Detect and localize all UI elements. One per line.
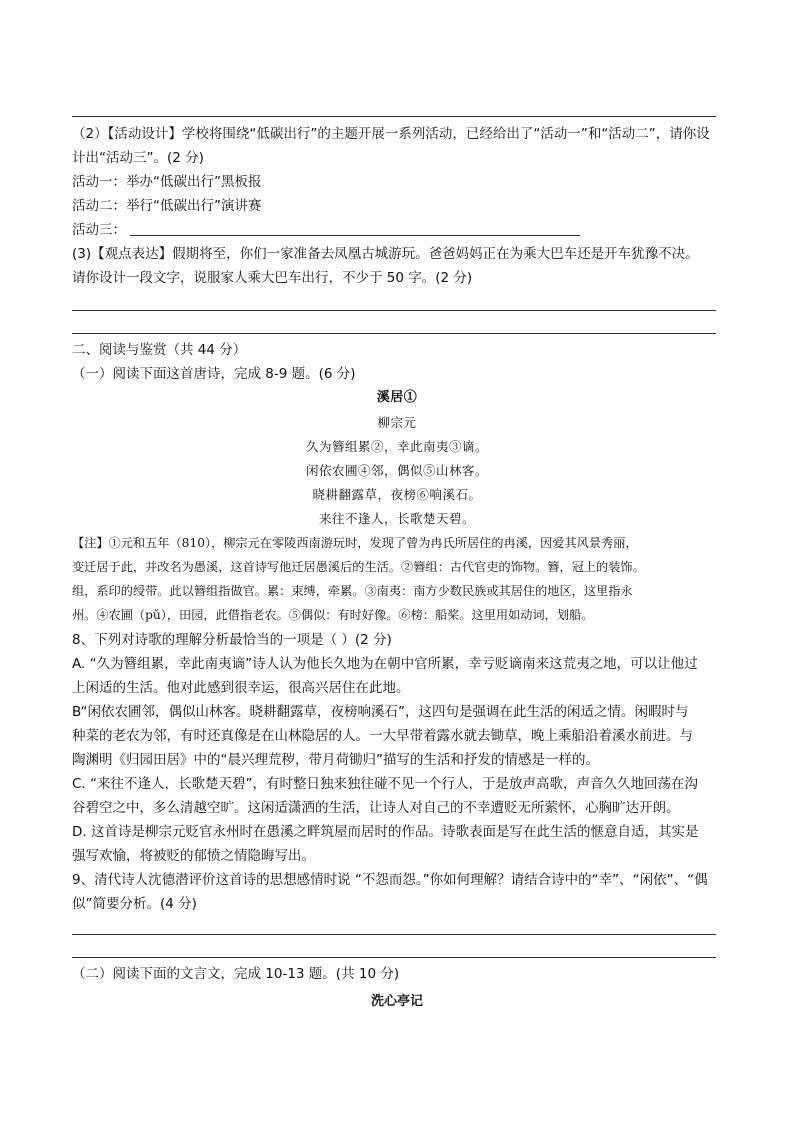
q8-option-d: 强写欢愉，将被贬的郁愤之情隐晦写出。 bbox=[72, 848, 315, 864]
activity-three-label: 活动三： bbox=[72, 222, 126, 238]
part-one-intro: （一）阅读下面这首唐诗，完成 8-9 题。(6 分) bbox=[72, 366, 356, 382]
q3-text-line1: (3)【观点表达】假期将至，你们一家准备去凤凰古城游玩。爸爸妈妈正在为乘大巴车还是开车犹豫不决。 bbox=[72, 246, 699, 262]
q9-text-line1: 9、清代诗人沈德潜评价这首诗的思想感情时说 “不怨而怨。”你如何理解？请结合诗中的“幸”、“闲依”、“偶 bbox=[72, 872, 708, 888]
poem-note: 【注】①元和五年（810），柳宗元在零陵西南游玩时，发现了曾为冉氏所居住的冉溪，因爱其风景秀丽， bbox=[72, 536, 638, 550]
activity-one: 活动一：举办“低碳出行”黑板报 bbox=[72, 174, 262, 190]
part-two-intro: （二）阅读下面的文言文，完成 10-13 题。(共 10 分) bbox=[72, 966, 400, 982]
answer-line[interactable] bbox=[72, 957, 716, 958]
q3-text-line2: 请你设计一段文字，说服家人乘大巴车出行，不少于 50 字。(2 分) bbox=[72, 270, 473, 286]
poem-note: 组，系印的绶带。此以簪组指做官。累：束缚，牵累。③南夷：南方少数民族或其居住的地区，这里指永 bbox=[72, 584, 633, 598]
classical-text-title: 洗心亭记 bbox=[370, 994, 423, 1009]
activity-two: 活动二：举行“低碳出行”演讲赛 bbox=[72, 198, 262, 214]
answer-line[interactable] bbox=[72, 934, 716, 935]
answer-line bbox=[72, 116, 716, 117]
q2-text-line1: （2）【活动设计】学校将围绕“低碳出行”的主题开展一系列活动，已经给出了“活动一”和“活动二”，请你设 bbox=[72, 126, 710, 142]
poem-line: 晓耕翻露草，夜榜⑥响溪石。 bbox=[312, 487, 482, 502]
q8-option-b: 陶渊明《归园田居》中的“晨兴理荒秽，带月荷锄归”描写的生活和抒发的情感是一样的。 bbox=[72, 752, 599, 768]
section-two-heading: 二、阅读与鉴赏（共 44 分） bbox=[72, 342, 247, 358]
q8-option-d: D. 这首诗是柳宗元贬官永州时在愚溪之畔筑屋而居时的作品。诗歌表面是写在此生活的惬意自适，其实是 bbox=[72, 824, 699, 840]
q8-option-b: 种菜的老农为邻，有时还真像是在山林隐居的人。一大早带着露水就去锄草，晚上乘船沿着溪水前进。与 bbox=[72, 728, 693, 744]
q8-option-a: 上闲适的生活。他对此感到很幸运，很高兴居住在此地。 bbox=[72, 680, 410, 696]
q8-option-c: 谷碧空之中，多么清越空旷。这闲适潇洒的生活，让诗人对自己的不幸遭贬无所萦怀，心胸旷达开朗。 bbox=[72, 800, 680, 816]
q2-text-line2: 计出“活动三”。(2 分) bbox=[72, 150, 204, 166]
poem-author: 柳宗元 bbox=[377, 415, 417, 430]
answer-line[interactable] bbox=[72, 310, 716, 311]
activity-three-blank[interactable] bbox=[130, 221, 580, 236]
q8-option-b: B“闲依农圃邻，偶似山林客。晓耕翻露草，夜榜响溪石”，这四句是强调在此生活的闲适之情。闲暇时与 bbox=[72, 704, 689, 720]
poem-line: 久为簪组累②，幸此南夷③谪。 bbox=[305, 439, 488, 454]
q8-stem: 8、下列对诗歌的理解分析最恰当的一项是（ ）(2 分) bbox=[72, 632, 392, 648]
poem-line: 来往不逢人，长歌楚天碧。 bbox=[318, 511, 475, 526]
q8-option-a: A. “久为簪组累，幸此南夷谪”诗人认为他长久地为在朝中官所累，幸亏贬谪南来这荒夷之地，可以让他过 bbox=[72, 656, 698, 672]
q8-option-c: C. “来往不逢人，长歌楚天碧”，有时整日独来独往碰不见一个行人，于是放声高歌，声音久久地回荡在沟 bbox=[72, 776, 698, 792]
q9-text-line2: 似”简要分析。(4 分) bbox=[72, 896, 197, 912]
poem-line: 闲依农圃④邻，偶似⑤山林客。 bbox=[305, 463, 488, 478]
activity-three bbox=[72, 220, 580, 240]
poem-note: 州。④农圃（pǔ），田园，此借指老农。⑤偶似：有时好像。⑥榜：船桨。这里用如动词，划船。 bbox=[72, 608, 594, 622]
poem-title: 溪居① bbox=[376, 390, 418, 405]
answer-line[interactable] bbox=[72, 333, 716, 334]
poem-note: 变迁居于此，并改名为愚溪，这首诗写他迁居愚溪后的生活。②簪组：古代官吏的饰物。簪，冠上的装饰。 bbox=[72, 560, 645, 574]
